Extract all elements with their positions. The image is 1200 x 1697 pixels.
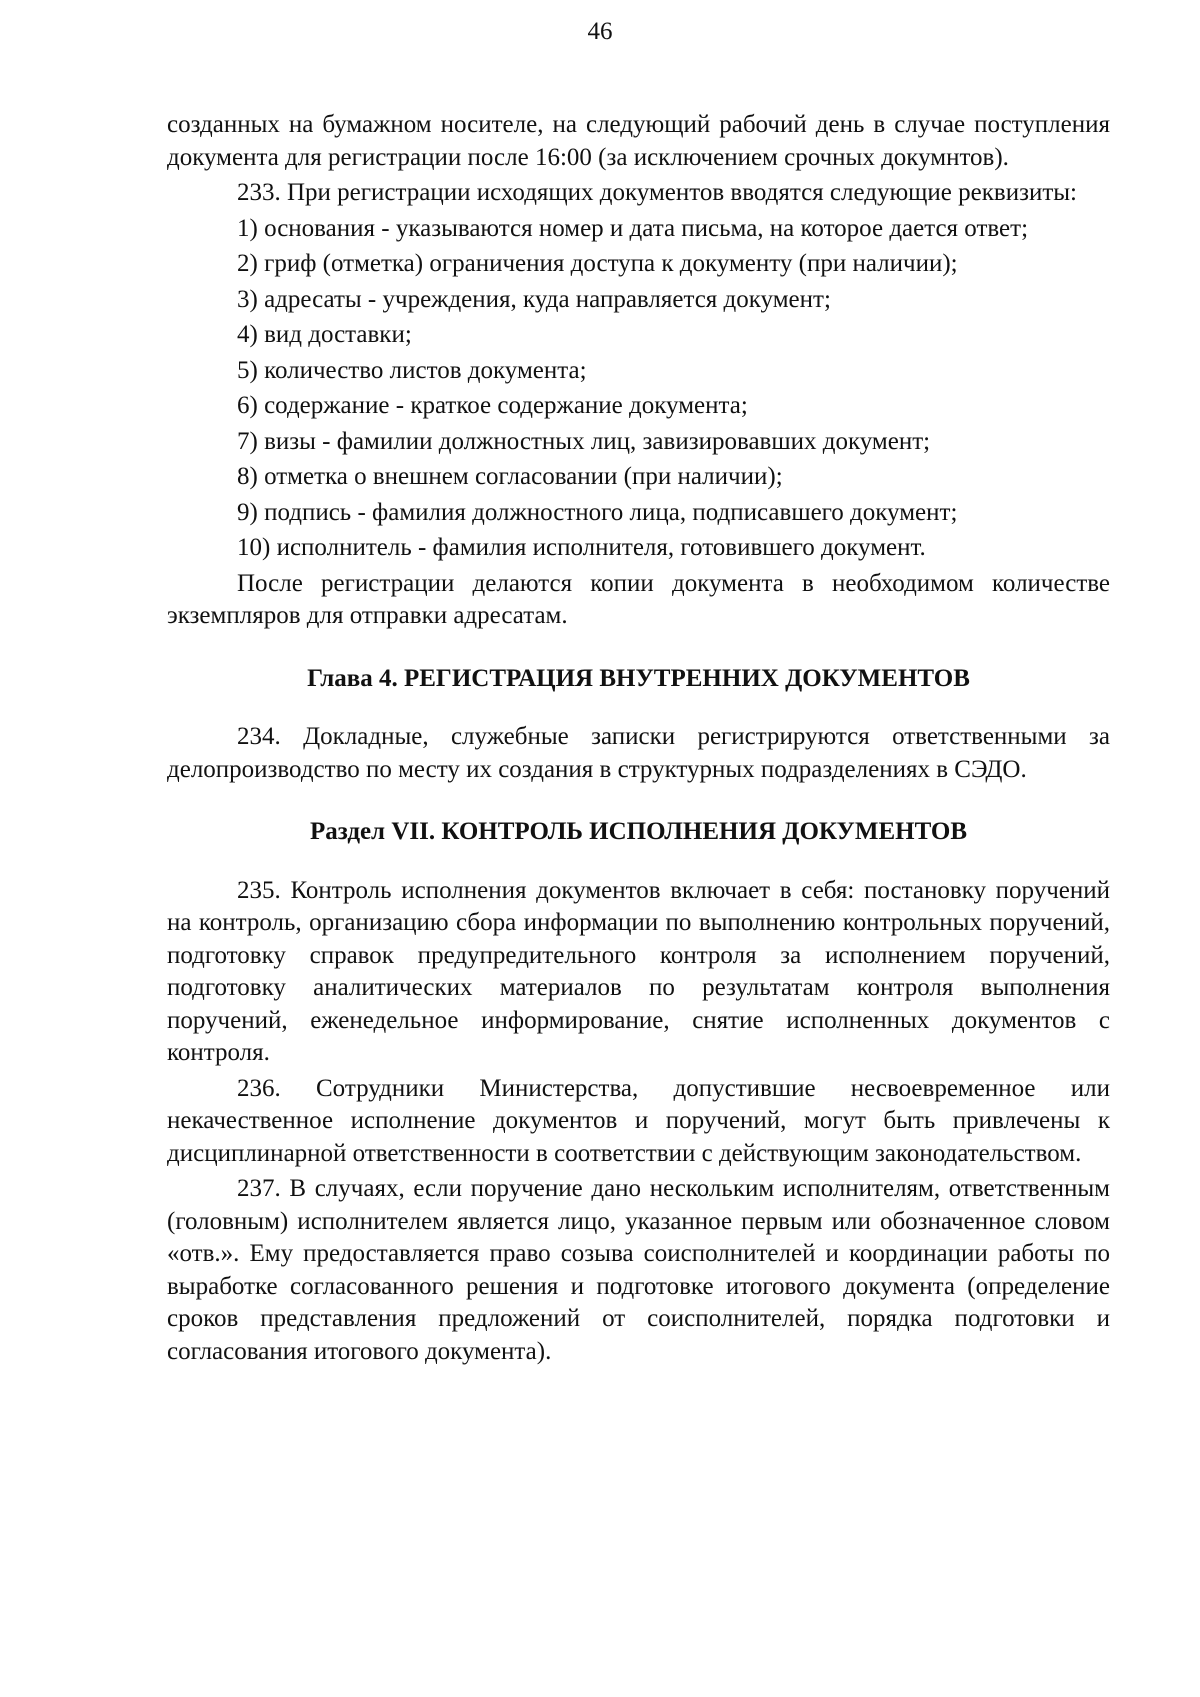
paragraph-233: 233. При регистрации исходящих документов вводятся следующие реквизиты: — [237, 179, 1077, 206]
section-7-heading: Раздел VII. КОНТРОЛЬ ИСПОЛНЕНИЯ ДОКУМЕНТОВ — [309, 818, 968, 845]
list-item: 5) количество листов документа; — [237, 356, 587, 384]
paragraph-237: 237. В случаях, если поручение дано нескольким исполнителям, ответственным (головным) исполнителем является лицо, указанное первым или обозначенное словом «отв.». Ему предоставляется право созыва соисполнителей и координации работы по выработке согласованного решения и подготовке итогового документа (определение сроков представления предложений от соисполнителей, порядка подготовки и согласования итогового документа). — [167, 1175, 1110, 1365]
list-item: 1) основания - указываются номер и дата письма, на которое дается ответ; — [237, 214, 1029, 242]
chapter-4-heading: Глава 4. РЕГИСТРАЦИЯ ВНУТРЕННИХ ДОКУМЕНТОВ — [307, 664, 970, 692]
list-item: 3) адресаты - учреждения, куда направляется документ; — [237, 285, 831, 313]
list-item: 6) содержание - краткое содержание документа; — [237, 392, 748, 419]
requisites-list — [167, 213, 1110, 565]
list-item: 7) визы - фамилии должностных лиц, завизировавших документ; — [237, 427, 931, 455]
list-item: 8) отметка о внешнем согласовании (при наличии); — [237, 463, 783, 490]
paragraph-after-registration: После регистрации делаются копии документа в необходимом количестве экземпляров для отправки адресатам. — [167, 569, 1110, 629]
page-number: 46 — [587, 18, 613, 45]
paragraph-continuation: созданных на бумажном носителе, на следующий рабочий день в случае поступления документа для регистрации после 16:00 (за исключением срочных докумнтов). — [167, 111, 1110, 171]
list-item: 2) гриф (отметка) ограничения доступа к документу (при наличии); — [237, 250, 958, 277]
paragraph-234: 234. Докладные, служебные записки регистрируются ответственными за делопроизводство по месту их создания в структурных подразделениях в СЭДО. — [167, 723, 1110, 783]
paragraph-235: 235. Контроль исполнения документов включает в себя: постановку поручений на контроль, организацию сбора информации по выполнению контрольных поручений, подготовку справок предупредительного контроля за исполнением поручений, подготовку аналитических материалов по результатам контроля выполнения поручений, еженедельное информирование, снятие исполненных документов с контроля. — [167, 876, 1110, 1066]
paragraph-236: 236. Сотрудники Министерства, допустившие несвоевременное или некачественное исполнение документов и поручений, могут быть привлечены к дисциплинарной ответственности в соответствии с действующим законодательством. — [167, 1074, 1110, 1167]
document-body — [167, 109, 1110, 1368]
list-item: 9) подпись - фамилия должностного лица, подписавшего документ; — [237, 498, 958, 526]
list-item: 10) исполнитель - фамилия исполнителя, готовившего документ. — [237, 534, 926, 561]
list-item: 4) вид доставки; — [237, 321, 412, 348]
